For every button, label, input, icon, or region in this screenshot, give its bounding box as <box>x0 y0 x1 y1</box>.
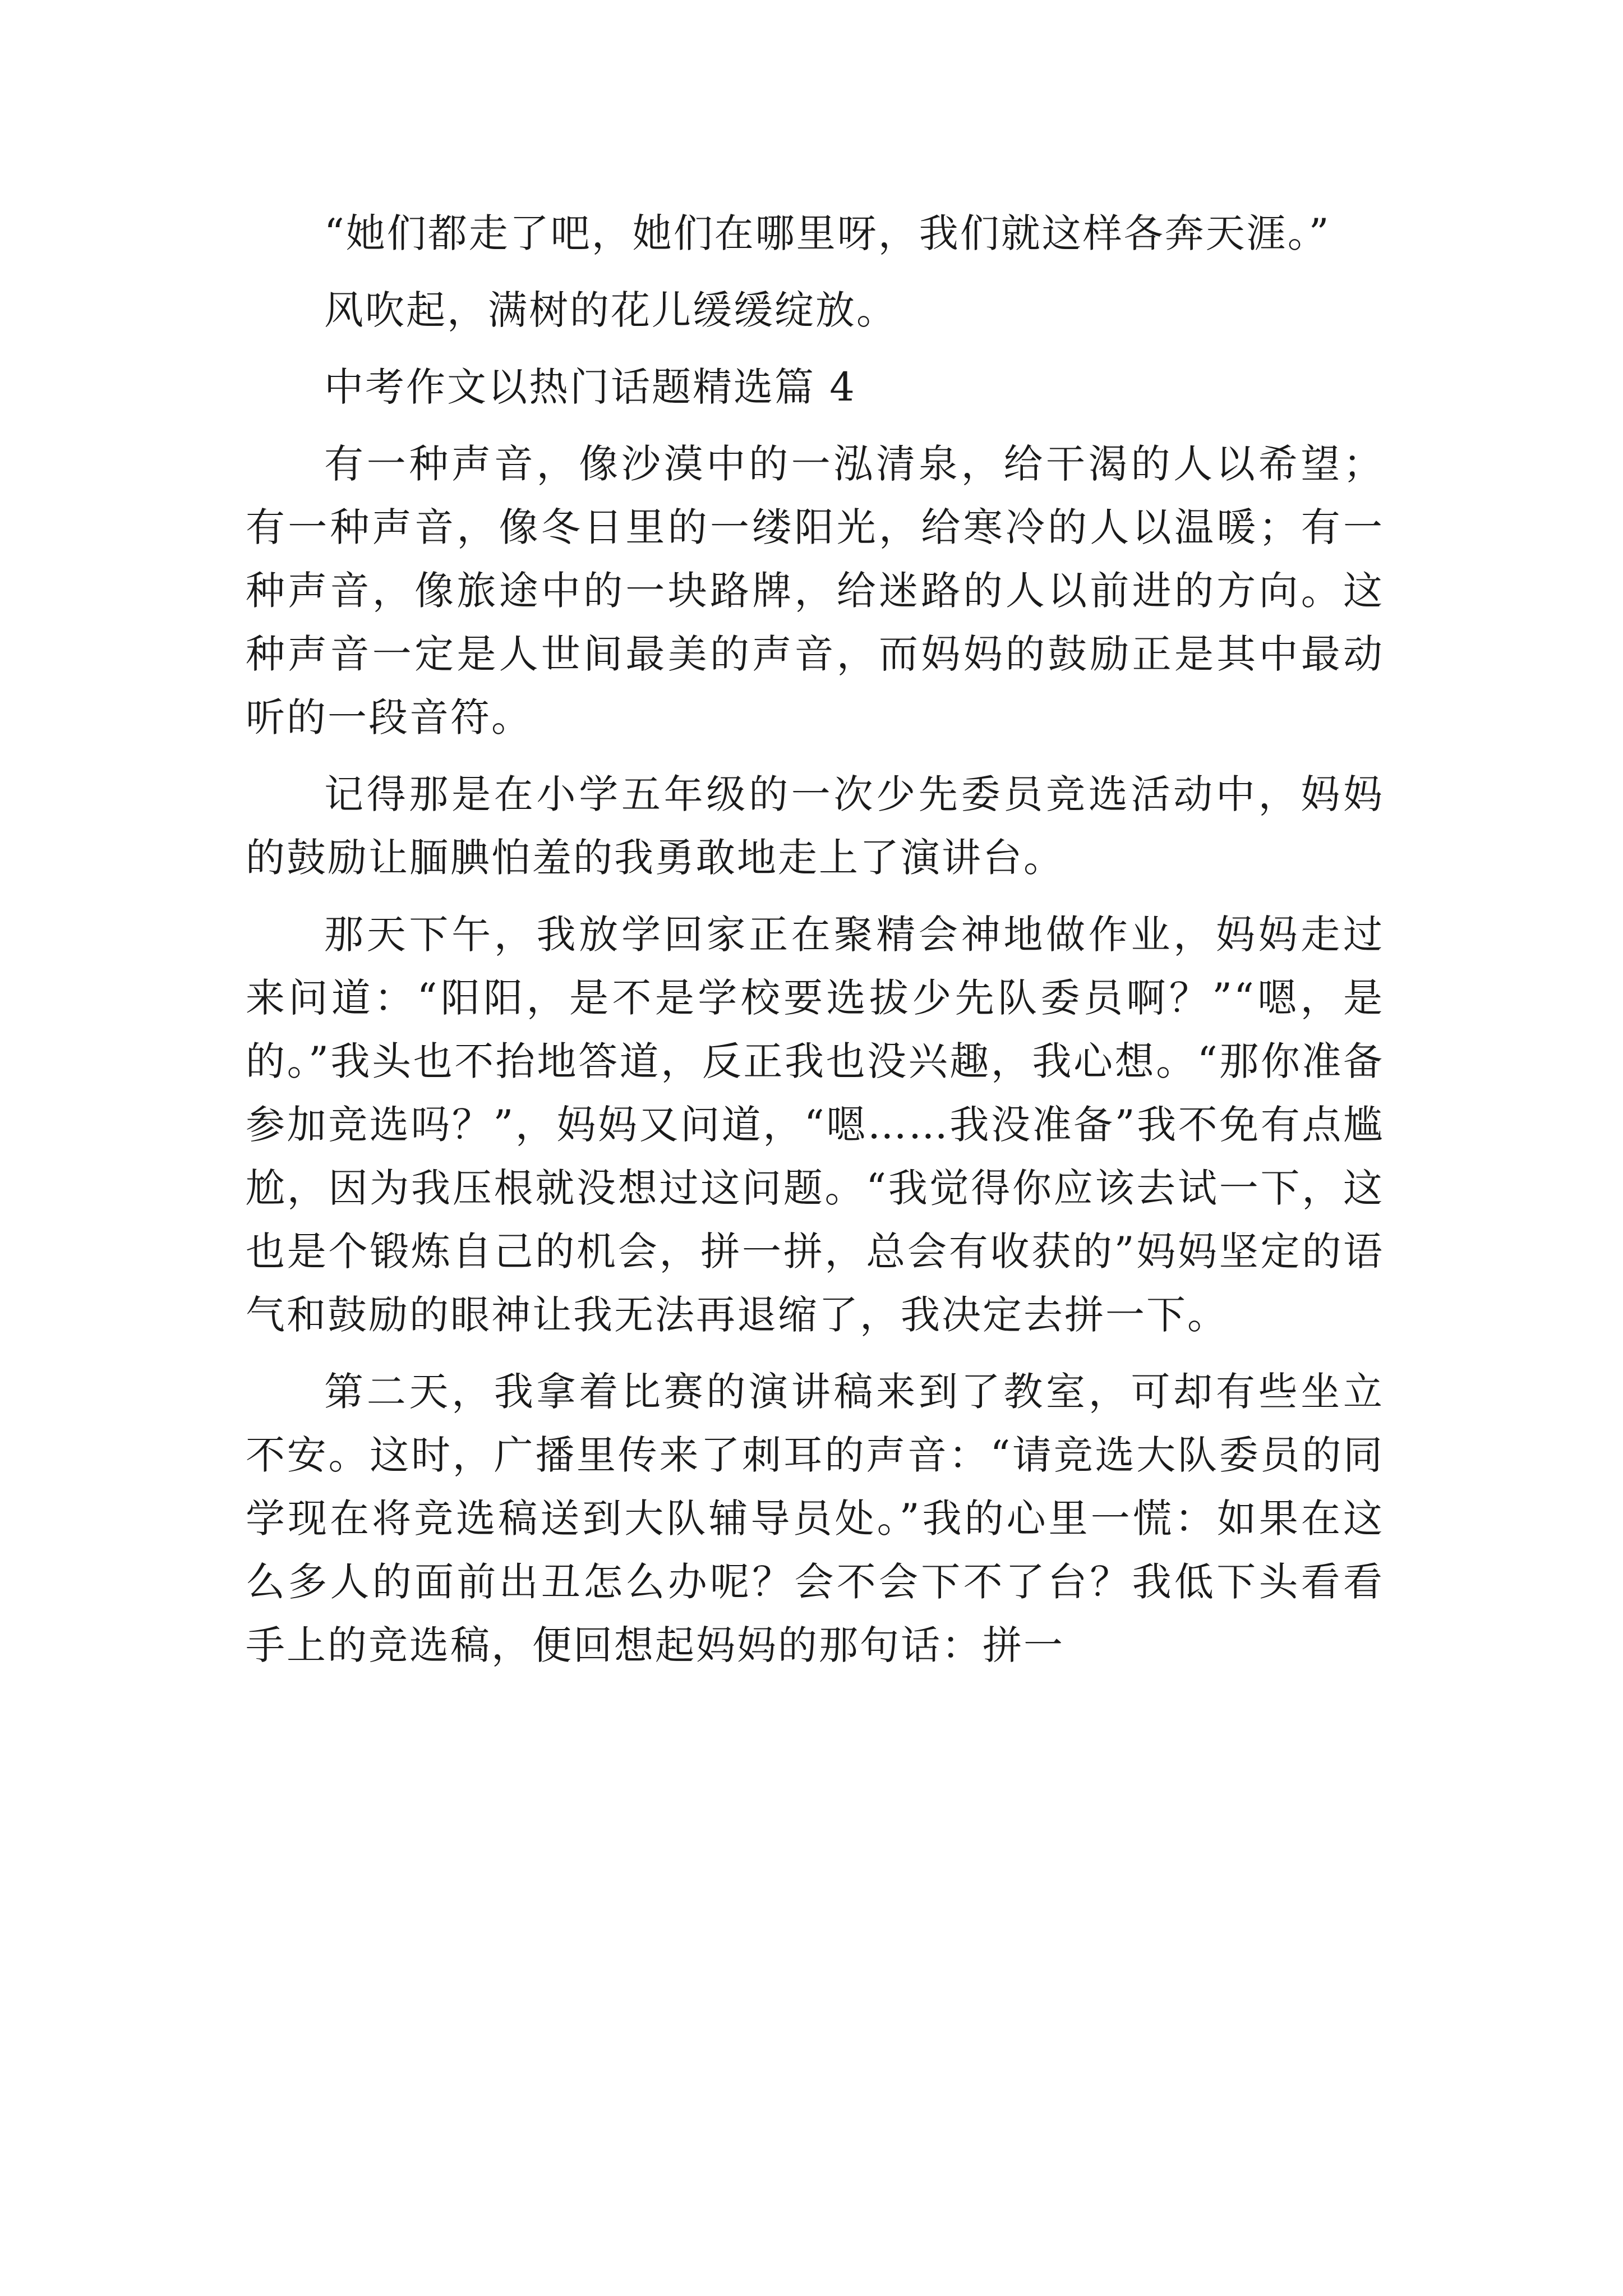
paragraph-1: “她们都走了吧，她们在哪里呀，我们就这样各奔天涯。” <box>324 210 1331 256</box>
section-heading: 中考作文以热门话题精选篇 4 <box>324 364 856 410</box>
document-body <box>246 202 1384 1691</box>
paragraph-4: 记得那是在小学五年级的一次少先委员竞选活动中，妈妈的鼓励让腼腆怕羞的我勇敢地走上了演讲台。 <box>246 771 1384 881</box>
paragraph-3: 有一种声音，像沙漠中的一泓清泉，给干渴的人以希望；有一种声音，像冬日里的一缕阳光，给寒冷的人以温暖；有一种声音，像旅途中的一块路牌，给迷路的人以前进的方向。这种声音一定是人世间最美的声音，而妈妈的鼓励正是其中最动听的一段音符。 <box>246 441 1384 740</box>
paragraph-6: 第二天，我拿着比赛的演讲稿来到了教室，可却有些坐立不安。这时，广播里传来了刺耳的声音：“请竞选大队委员的同学现在将竞选稿送到大队辅导员处。”我的心里一慌：如果在这么多人的面前出丑怎么办呢？会不会下不了台？我低下头看看手上的竞选稿，便回想起妈妈的那句话：拼一 <box>246 1369 1384 1668</box>
paragraph-2: 风吹起，满树的花儿缓缓绽放。 <box>324 287 897 333</box>
paragraph-5: 那天下午，我放学回家正在聚精会神地做作业，妈妈走过来问道：“阳阳，是不是学校要选拔少先队委员啊？”“嗯，是的。”我头也不抬地答道，反正我也没兴趣，我心想。“那你准备参加竞选吗？”，妈妈又问道，“嗯……我没准备”我不免有点尴尬，因为我压根就没想过这问题。“我觉得你应该去试一下，这也是个锻炼自己的机会，拼一拼，总会有收获的”妈妈坚定的语气和鼓励的眼神让我无法再退缩了，我决定去拼一下。 <box>246 912 1384 1338</box>
